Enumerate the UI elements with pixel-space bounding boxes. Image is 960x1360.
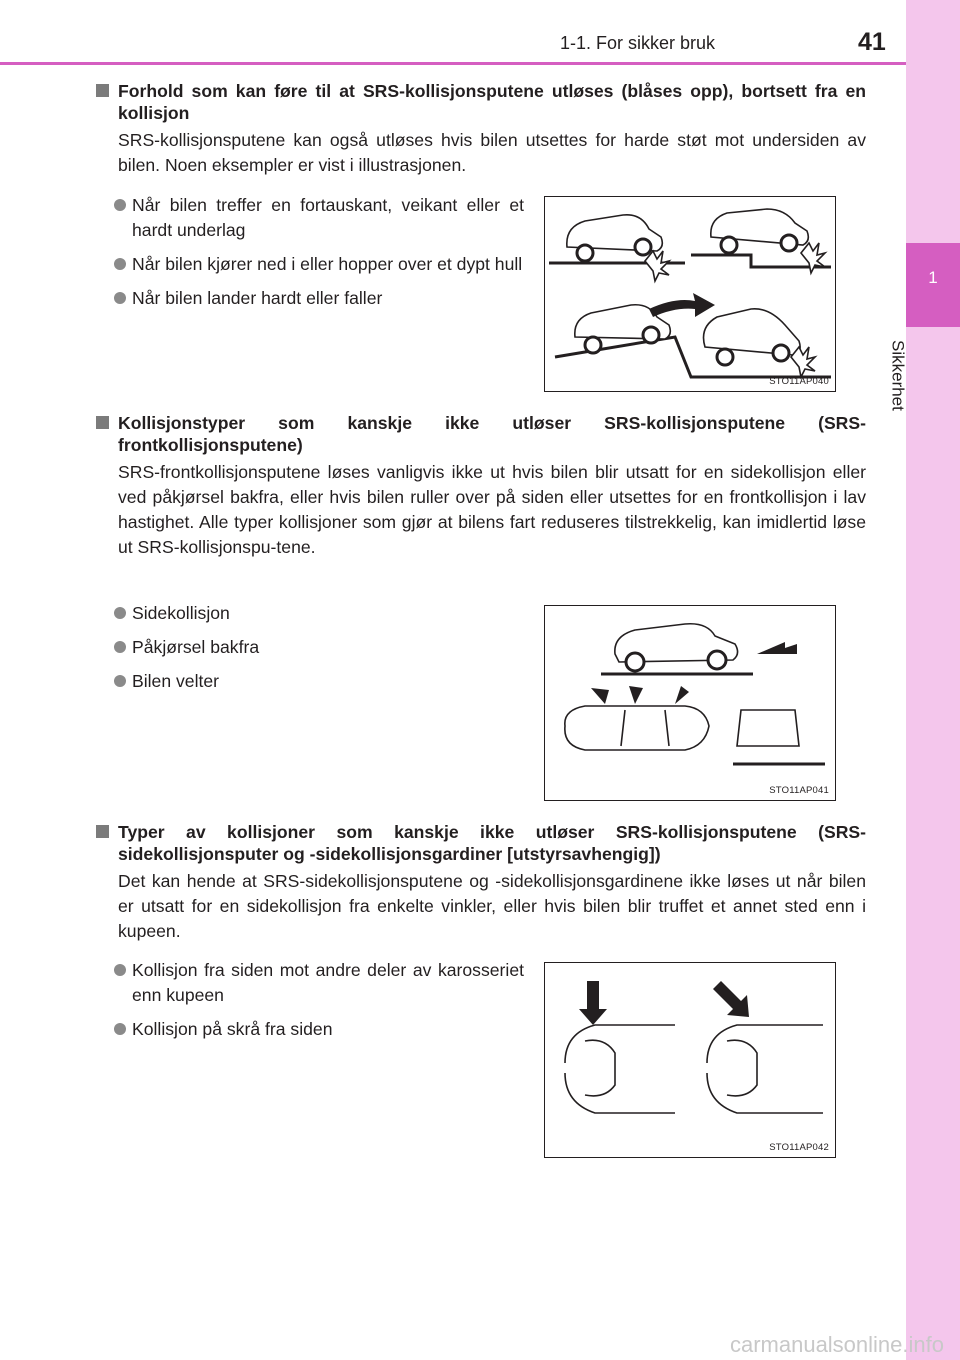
illustration-side-impact-angles	[545, 963, 835, 1157]
header-divider	[0, 62, 906, 65]
figure-code: STO11AP041	[769, 785, 829, 796]
page-number: 41	[858, 28, 886, 56]
list-item: Når bilen lander hardt eller faller	[114, 286, 524, 311]
section-title: Typer av kollisjoner som kanskje ikke utløser SRS-kollisjonsputene (SRS-sidekollisjonsputer og -sidekollisjonsgardiner [utstyrsavhengig])	[118, 822, 866, 864]
figure-curb-hole-landing	[544, 196, 836, 392]
figure-side-angle-collision	[544, 962, 836, 1158]
list-item: Bilen velter	[114, 669, 494, 694]
bullet-icon	[114, 964, 126, 976]
watermark: carmanualsonline.info	[729, 1332, 944, 1357]
list-item: Kollisjon på skrå fra siden	[114, 1017, 524, 1042]
bullet-list-1	[114, 193, 524, 320]
section-body: SRS-kollisjonsputene kan også utløses hvis bilen utsettes for harde støt mot undersiden av bilen. Noen eksempler er vist i illustrasjonen.	[118, 130, 866, 175]
figure-code: STO11AP040	[769, 376, 829, 387]
figure-side-rear-rollover	[544, 605, 836, 801]
illustration-underbody-impact	[545, 197, 835, 391]
section-1	[96, 80, 866, 178]
section-body: Det kan hende at SRS-sidekollisjonsputene og -sidekollisjonsgardinene ikke løses ut når bilen er utsatt for en sidekollisjon fra enkelte vinkler, eller hvis bilen blir truffet et annet sted enn i kupeen.	[118, 871, 866, 941]
section-marker	[96, 416, 109, 429]
list-item: Påkjørsel bakfra	[114, 635, 494, 660]
bullet-list-2	[114, 601, 494, 703]
section-title: Kollisjonstyper som kanskje ikke utløser SRS-kollisjonsputene (SRS-frontkollisjonsputene)	[118, 413, 866, 455]
bullet-list-3	[114, 958, 524, 1051]
section-3	[96, 821, 866, 944]
bullet-icon	[114, 1023, 126, 1035]
section-marker	[96, 825, 109, 838]
section-2	[96, 412, 866, 560]
bullet-icon	[114, 199, 126, 211]
chapter-label: Sikkerhet	[888, 340, 908, 411]
list-item: Sidekollisjon	[114, 601, 494, 626]
illustration-collision-types	[545, 606, 835, 800]
list-item: Kollisjon fra siden mot andre deler av karosseriet enn kupeen	[114, 958, 524, 1008]
bullet-icon	[114, 607, 126, 619]
bullet-icon	[114, 675, 126, 687]
section-body: SRS-frontkollisjonsputene løses vanligvis ikke ut hvis bilen blir utsatt for en sidekollisjon eller ved påkjørsel bakfra, eller hvis bilen ruller over på siden eller utsettes for en frontkollisjon i lav hastighet. Alle typer kollisjoner som gjør at bilens fart reduseres tilstrekkelig, kan imidlertid løse ut SRS-kollisjonspu-tene.	[118, 462, 866, 557]
bullet-icon	[114, 292, 126, 304]
section-marker	[96, 84, 109, 97]
bullet-icon	[114, 641, 126, 653]
running-header: 1-1. For sikker bruk	[560, 33, 716, 53]
figure-code: STO11AP042	[769, 1142, 829, 1153]
section-title: Forhold som kan føre til at SRS-kollisjonsputene utløses (blåses opp), bortsett fra en kollisjon	[118, 81, 866, 123]
list-item: Når bilen treffer en fortauskant, veikant eller et hardt underlag	[114, 193, 524, 243]
chapter-number: 1	[928, 268, 938, 287]
list-item: Når bilen kjører ned i eller hopper over et dypt hull	[114, 252, 524, 277]
bullet-icon	[114, 258, 126, 270]
